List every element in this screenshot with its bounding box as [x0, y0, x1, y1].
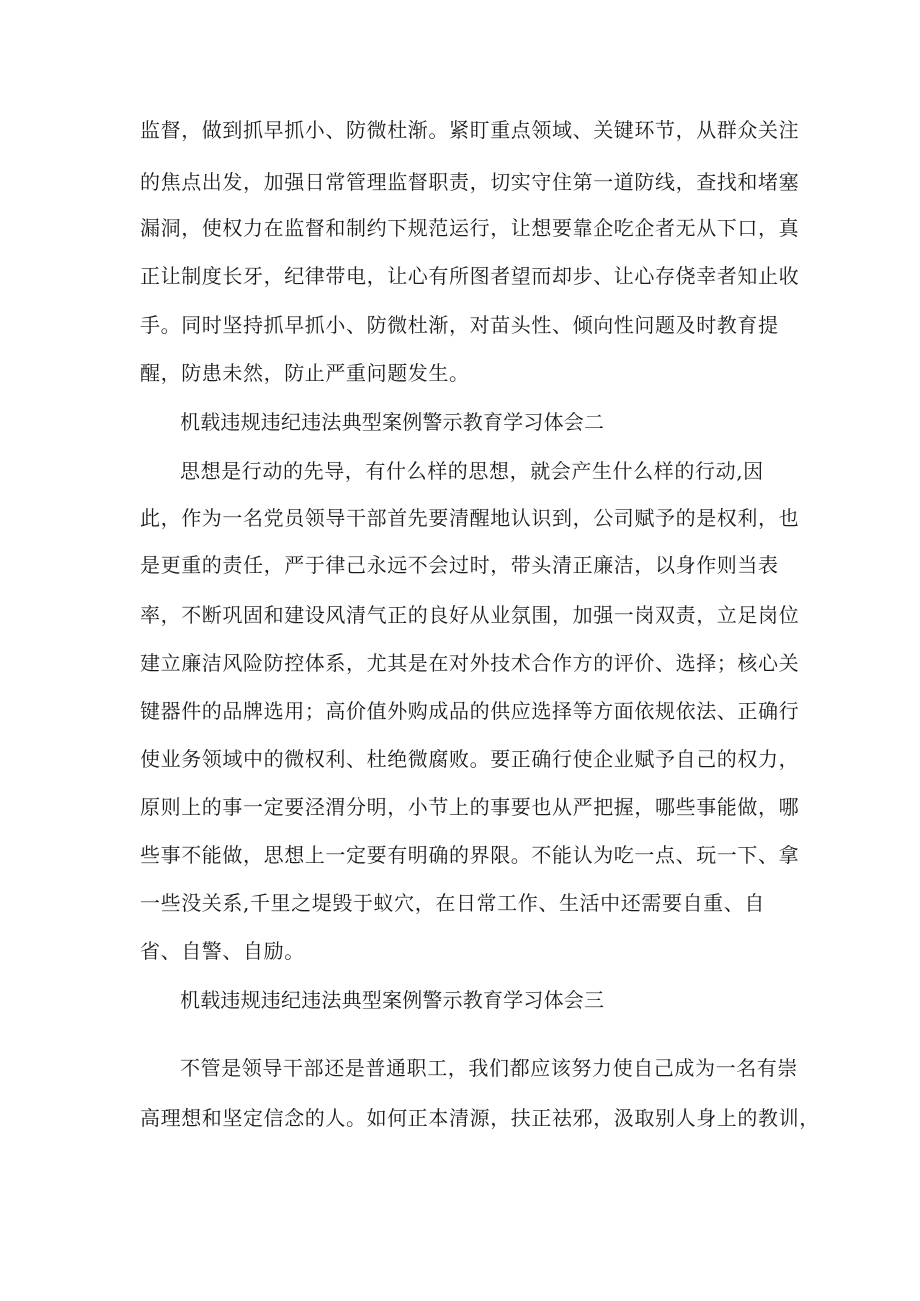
paragraph-line: 些事不能做，思想上一定要有明确的界限。不能认为吃一点、玩一下、拿: [140, 843, 800, 867]
paragraph-line: 使业务领域中的微权利、杜绝微腐败。要正确行使企业赋予自己的权力，: [140, 747, 800, 771]
paragraph-line: 原则上的事一定要泾渭分明，小节上的事要也从严把握，哪些事能做，哪: [140, 795, 800, 819]
paragraph-line: 此，作为一名党员领导干部首先要清醒地认识到，公司赋予的是权利，也: [140, 506, 800, 530]
paragraph-line: 一些没关系,千里之堤毁于蚁穴，在日常工作、生活中还需要自重、自: [140, 891, 765, 915]
section-heading: 机载违规违纪违法典型案例警示教育学习体会三: [180, 988, 605, 1012]
paragraph-line: 率，不断巩固和建设风清气正的良好从业氛围，加强一岗双责，立足岗位: [140, 603, 800, 627]
paragraph-line: 不管是领导干部还是普通职工，我们都应该努力使自己成为一名有崇: [180, 1056, 798, 1080]
paragraph-line: 漏洞，使权力在监督和制约下规范运行，让想要靠企吃企者无从下口，真: [140, 216, 800, 240]
paragraph-line: 的焦点出发，加强日常管理监督职责，切实守住第一道防线，查找和堵塞: [140, 170, 800, 194]
paragraph-line: 正让制度长牙，纪律带电，让心有所图者望而却步、让心存侥幸者知止收: [140, 264, 800, 288]
paragraph-line: 高理想和坚定信念的人。如何正本清源，扶正祛邪，汲取别人身上的教训，: [140, 1106, 820, 1130]
paragraph-line: 建立廉洁风险防控体系，尤其是在对外技术合作方的评价、选择；核心关: [140, 651, 800, 675]
paragraph-line: 是更重的责任，严于律己永远不会过时，带头清正廉洁，以身作则当表: [140, 553, 779, 577]
paragraph-line: 醒，防患未然，防止严重问题发生。: [140, 361, 470, 385]
paragraph-line: 思想是行动的先导，有什么样的思想，就会产生什么样的行动,因: [180, 459, 764, 483]
paragraph-line: 键器件的品牌选用；高价值外购成品的供应选择等方面依规依法、正确行: [140, 699, 800, 723]
paragraph-line: 省、自警、自励。: [140, 939, 305, 963]
section-heading: 机载违规违纪违法典型案例警示教育学习体会二: [180, 410, 605, 434]
paragraph-line: 手。同时坚持抓早抓小、防微杜渐，对苗头性、倾向性问题及时教育提: [140, 313, 779, 337]
paragraph-line: 监督，做到抓早抓小、防微杜渐。紧盯重点领域、关键环节，从群众关注: [140, 118, 800, 142]
